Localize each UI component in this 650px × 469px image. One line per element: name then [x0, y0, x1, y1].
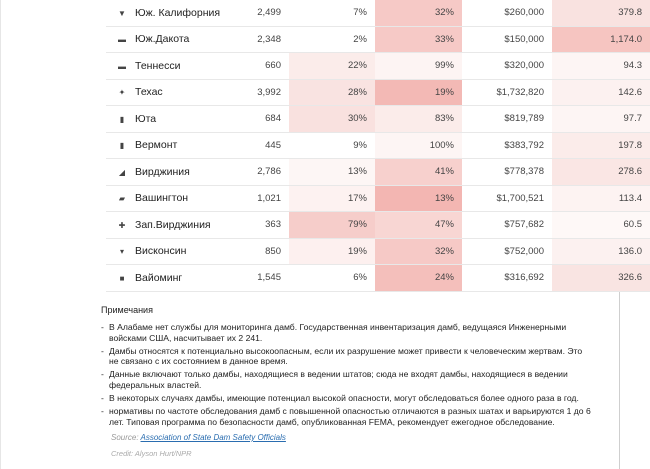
- dam-count-cell: 850: [231, 238, 289, 265]
- state-cell: [106, 53, 231, 80]
- state-name: Вайоминг: [135, 271, 183, 284]
- dam-count-cell: 3,992: [231, 79, 289, 106]
- dams-per-inspector-cell: 142.6: [552, 79, 650, 106]
- budget-cell: $819,789: [462, 106, 552, 133]
- dams-per-inspector-cell: 113.4: [552, 185, 650, 212]
- state-cell: [106, 212, 231, 239]
- percent-cell: 9%: [289, 132, 375, 159]
- state-cell: [106, 106, 231, 133]
- note-item: - Данные включают только дамбы, находящиеся в ведении штатов; сюда не входят дамбы, находящиеся в ведении федеральных властей.: [101, 369, 591, 390]
- table-row: [106, 53, 650, 80]
- state-name: Юж.Дакота: [135, 33, 190, 46]
- washington-icon: ▰: [118, 194, 126, 204]
- table-row: [106, 132, 650, 159]
- budget-cell: $260,000: [462, 0, 552, 26]
- dams-per-inspector-cell: 136.0: [552, 238, 650, 265]
- dams-per-inspector-cell: 97.7: [552, 106, 650, 133]
- dams-per-inspector-cell: 326.6: [552, 265, 650, 292]
- dam-count-cell: 363: [231, 212, 289, 239]
- source-label: Source:: [111, 432, 139, 442]
- budget-cell: $752,000: [462, 238, 552, 265]
- table-row: [106, 79, 650, 106]
- virginia-icon: ◢: [118, 167, 126, 177]
- table-row: [106, 0, 650, 26]
- table-row: [106, 26, 650, 53]
- state-name: Юта: [135, 112, 157, 125]
- table-row: [106, 185, 650, 212]
- wyoming-icon: ■: [119, 273, 125, 283]
- inspected-percent-cell: 100%: [375, 132, 462, 159]
- budget-cell: $1,732,820: [462, 79, 552, 106]
- credit-line: Credit: Alyson Hurt/NPR: [111, 449, 192, 459]
- wisconsin-icon: ▾: [119, 247, 124, 257]
- dam-count-cell: 2,499: [231, 0, 289, 26]
- note-text: нормативы по частоте обследования дамб с повышенной опасностью отличаются в разных шатах и варьируются 1 до 6 лет. Типовая программа по безопасности дамб, опубликованная FEMA, рекомендует ежегодное обследование.: [109, 406, 591, 427]
- state-name: Юж. Калифорния: [135, 6, 221, 19]
- state-name: Вашингтон: [135, 192, 189, 205]
- dams-per-inspector-cell: 1,174.0: [552, 26, 650, 53]
- inspected-percent-cell: 41%: [375, 159, 462, 186]
- dam-count-cell: 684: [231, 106, 289, 133]
- source-link[interactable]: Association of State Dam Safety Officials: [140, 432, 286, 442]
- tennessee-icon: ▬: [118, 61, 126, 71]
- note-item: - нормативы по частоте обследования дамб с повышенной опасностью отличаются в разных шатах и варьируются 1 до 6 лет. Типовая программа по безопасности дамб, опубликованная FEMA, рекомендует ежегодное обследование.: [101, 406, 591, 427]
- dams-per-inspector-cell: 379.8: [552, 0, 650, 26]
- state-cell: [106, 159, 231, 186]
- dams-per-inspector-cell: 94.3: [552, 53, 650, 80]
- note-item: - В некоторых случаях дамбы, имеющие потенциал высокой опасности, могут обследоваться более одного раза в год.: [101, 393, 579, 404]
- budget-cell: $320,000: [462, 53, 552, 80]
- dam-count-cell: 1,021: [231, 185, 289, 212]
- note-text: Дамбы относятся к потенциально высокоопасным, если их разрушение может привести к человеческим жертвам. Это не связано с их состоянием в данное время.: [109, 345, 583, 367]
- dam-count-cell: 2,348: [231, 26, 289, 53]
- inspected-percent-cell: 13%: [375, 185, 462, 212]
- dam-inspection-table: [106, 0, 650, 292]
- percent-cell: 7%: [289, 0, 375, 26]
- note-text: В некоторых случаях дамбы, имеющие потенциал высокой опасности, могут обследоваться более одного раза в год.: [109, 393, 579, 404]
- inspected-percent-cell: 24%: [375, 265, 462, 292]
- percent-cell: 30%: [289, 106, 375, 133]
- state-cell: [106, 26, 231, 53]
- table-row: [106, 106, 650, 133]
- table-row: [106, 212, 650, 239]
- percent-cell: 79%: [289, 212, 375, 239]
- inspected-percent-cell: 83%: [375, 106, 462, 133]
- page-left-border: [0, 0, 1, 469]
- inspected-percent-cell: 47%: [375, 212, 462, 239]
- inspected-percent-cell: 99%: [375, 53, 462, 80]
- state-cell: [106, 265, 231, 292]
- california-icon: ▼: [118, 8, 126, 18]
- budget-cell: $383,792: [462, 132, 552, 159]
- utah-icon: ▮: [119, 114, 125, 124]
- state-name: Зап.Вирджиния: [135, 218, 211, 231]
- dam-count-cell: 2,786: [231, 159, 289, 186]
- texas-icon: ✦: [118, 88, 126, 98]
- note-text: Данные включают только дамбы, находящиеся в ведении штатов; сюда не входят дамбы, находящиеся в ведении федеральных властей.: [109, 369, 568, 390]
- percent-cell: 22%: [289, 53, 375, 80]
- south-dakota-icon: ▬: [118, 35, 126, 45]
- west-virginia-icon: ✚: [118, 220, 126, 230]
- table-row: [106, 159, 650, 186]
- inspected-percent-cell: 32%: [375, 238, 462, 265]
- budget-cell: $778,378: [462, 159, 552, 186]
- state-name: Висконсин: [135, 245, 187, 258]
- dams-per-inspector-cell: 197.8: [552, 132, 650, 159]
- state-name: Вермонт: [135, 139, 178, 152]
- percent-cell: 28%: [289, 79, 375, 106]
- dams-per-inspector-cell: 60.5: [552, 212, 650, 239]
- note-text: В Алабаме нет службы для мониторинга дамб. Государственная инвентаризация дамб, ведущаяся Инженерными войсками США, насчитывает их 2 241.: [109, 322, 567, 343]
- note-item: - Дамбы относятся к потенциально высокоопасным, если их разрушение может привести к человеческим жертвам. Это не связано с их состоянием в данное время.: [101, 346, 591, 367]
- note-item: - В Алабаме нет службы для мониторинга дамб. Государственная инвентаризация дамб, ведущаяся Инженерными войсками США, насчитывает их 2 241.: [101, 322, 591, 343]
- percent-cell: 19%: [289, 238, 375, 265]
- inspected-percent-cell: 19%: [375, 79, 462, 106]
- state-cell: [106, 185, 231, 212]
- state-name: Вирджиния: [135, 165, 190, 178]
- vermont-icon: ▮: [119, 141, 125, 151]
- budget-cell: $757,682: [462, 212, 552, 239]
- state-name: Теннесси: [135, 59, 181, 72]
- state-cell: [106, 238, 231, 265]
- table-row: [106, 265, 650, 292]
- percent-cell: 17%: [289, 185, 375, 212]
- notes-title: Примечания: [101, 305, 153, 315]
- source-line: [111, 433, 591, 443]
- state-cell: [106, 0, 231, 26]
- percent-cell: 2%: [289, 26, 375, 53]
- percent-cell: 13%: [289, 159, 375, 186]
- table-body: [106, 0, 650, 291]
- budget-cell: $1,700,521: [462, 185, 552, 212]
- dam-count-cell: 660: [231, 53, 289, 80]
- notes-section: [101, 305, 591, 460]
- state-cell: [106, 132, 231, 159]
- inspected-percent-cell: 33%: [375, 26, 462, 53]
- state-name: Техас: [135, 86, 163, 99]
- budget-cell: $316,692: [462, 265, 552, 292]
- inspected-percent-cell: 32%: [375, 0, 462, 26]
- dams-per-inspector-cell: 278.6: [552, 159, 650, 186]
- table-row: [106, 238, 650, 265]
- state-cell: [106, 79, 231, 106]
- dam-count-cell: 445: [231, 132, 289, 159]
- percent-cell: 6%: [289, 265, 375, 292]
- budget-cell: $150,000: [462, 26, 552, 53]
- dam-count-cell: 1,545: [231, 265, 289, 292]
